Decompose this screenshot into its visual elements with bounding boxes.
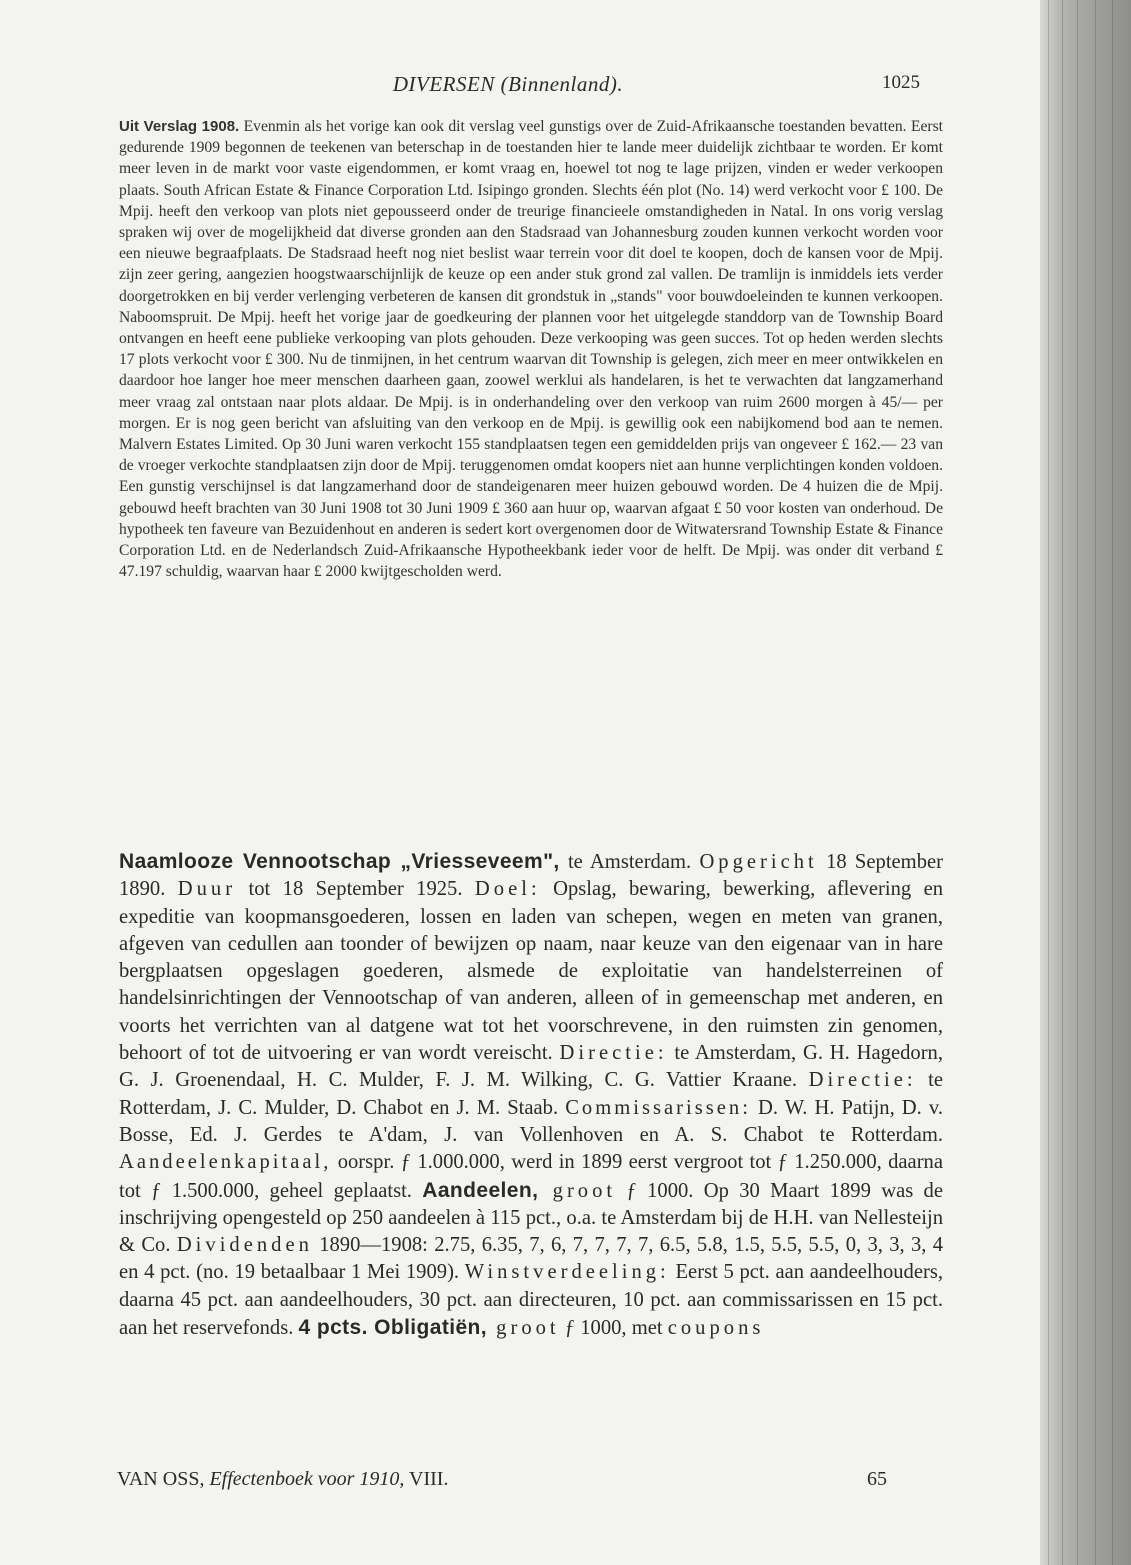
page-number: 1025: [882, 72, 920, 93]
report-section-1908: [97, 116, 943, 582]
book-page-edges: [1040, 0, 1131, 1565]
footer-publisher: VAN OSS,: [117, 1468, 205, 1490]
label-coupons: coupons: [667, 1317, 765, 1340]
capital-text: oorspr. ƒ 1.000.000, werd in 1899 eerst vergroot tot ƒ 1.250.000, daarna tot ƒ 1.500.000, geheel geplaatst.: [119, 1151, 943, 1202]
footer-imprint: [117, 1468, 448, 1491]
label-doel: Doel:: [474, 878, 541, 901]
directors-amsterdam-text: te Amsterdam, G. H. Hagedorn, G. J. Groenendaal, H. C. Mulder, F. J. M. Wilking, C. G. Vattier Kraane.: [119, 1042, 943, 1092]
footer-volume: VIII.: [409, 1468, 449, 1490]
footer-book-title: Effectenboek voor 1910,: [209, 1468, 405, 1490]
founded-text: 18 September 1890.: [119, 851, 943, 901]
label-winstverdeeling: Winstverdeeling:: [464, 1261, 670, 1284]
label-obligatien: 4 pcts. Obligatiën,: [298, 1316, 488, 1340]
dividends-text: 1890—1908: 2.75, 6.35, 7, 6, 7, 7, 7, 7, 6.5, 5.8, 1.5, 5.5, 5.5, 0, 3, 3, 3, 4 en 4 pct. (no. 19 betaalbaar 1 Mei 1909).: [119, 1234, 943, 1284]
label-directie-amsterdam: Directie:: [559, 1042, 668, 1065]
label-groot-shares: groot: [538, 1179, 617, 1202]
profit-distribution-text: Eerst 5 pct. aan aandeelhouders, daarna 45 pct. aan aandeelhouders, 30 pct. aan directeuren, 10 pct. aan commissarissen en 15 pct. aan het reservefonds.: [119, 1261, 943, 1340]
label-opgericht: Opgericht: [699, 851, 818, 873]
page-footer: [117, 1468, 887, 1496]
footer-sheet-number: 65: [867, 1468, 887, 1490]
directors-rotterdam-text: te Rotterdam, J. C. Mulder, D. Chabot en J. M. Staab.: [119, 1069, 943, 1119]
page-edge-line: [1112, 0, 1113, 1565]
company-location-text: te Amsterdam.: [559, 851, 700, 873]
running-head-title: DIVERSEN (Binnenland).: [392, 72, 624, 96]
bonds-text: ƒ 1000, met: [559, 1317, 668, 1340]
report-lead-heading: Uit Verslag 1908.: [119, 118, 240, 135]
label-duur: Duur: [177, 878, 237, 901]
company-name-heading: Naamlooze Vennootschap „Vriesseveem",: [119, 850, 560, 873]
label-commissarissen: Commissarissen:: [565, 1096, 751, 1119]
commissioners-text: D. W. H. Patijn, D. v. Bosse, Ed. J. Gerdes te A'dam, J. van Vollenhoven en A. S. Chabot te Rotterdam.: [119, 1096, 943, 1146]
company-entry-vriesseveem: [97, 848, 943, 1342]
page-edge-line: [1095, 0, 1096, 1565]
label-dividenden: Dividenden: [176, 1234, 313, 1257]
purpose-text: Opslag, bewaring, bewerking, aflevering en expeditie van koopmansgoederen, lossen en laden van schepen, wegen en meten van granen, afgeven van cedullen aan toonder of bewijzen op naam, naar keuze van den eigenaar van in hare bergplaatsen opgeslagen goederen, alsmede de exploitatie van handelsterreinen of handelsinrichtingen der Vennootschap of van anderen, alleen of in gemeenschap met anderen, en voorts het verrichten van al datgene wat tot het voorschrevene, in den ruimsten zin genomen, behoort of tot de uitvoering er van wordt vereischt.: [119, 878, 944, 1065]
shares-text: ƒ 1000. Op 30 Maart 1899 was de inschrijving opengesteld op 250 aandeelen à 115 pct., o.a. te Amsterdam bij de H.H. van Nellesteijn & Co.: [119, 1179, 943, 1257]
label-aandeelenkapitaal: Aandeelenkapitaal,: [119, 1151, 332, 1174]
page-edge-line: [1048, 0, 1049, 1565]
page-edge-line: [1062, 0, 1063, 1565]
label-groot-bonds: groot: [487, 1317, 560, 1340]
report-body-text: Evenmin als het vorige kan ook dit verslag veel gunstigs over de Zuid-Afrikaansche toestanden bevatten. Eerst gedurende 1909 begonnen de teekenen van beterschap in de toestanden hier te lande meer duidelijk zichtbaar te worden. Er komt meer leven in de markt voor vaste eigendommen, er komt vraag en, hoewel tot nog te lage prijzen, vinden er weder verkoopen plaats. South African Estate & Finance Corporation Ltd. Isipingo gronden. Slechts één plot (No. 14) werd verkocht voor £ 100. De Mpij. heeft den verkoop van plots niet gepousseerd onder de treurige financieele omstandigheden in Natal. In ons vorig verslag spraken wij over de mogelijkheid dat diverse gronden aan den Stadsraad van Johannesburg zouden kunnen verkocht worden voor een nieuwe begraafplaats. De Stadsraad heeft nog niet beslist waar terrein voor dit doel te koopen, doch de kansen voor de Mpij. zijn zeer gering, aangezien hoogstwaarschijnlijk de keuze op een ander stuk grond zal vallen. De tramlijn is inmiddels iets verder doorgetrokken en bij verder verlenging verbeteren de kansen dit grondstuk in „stands" voor bouwdoeleinden te kunnen verkoopen. Naboomspruit. De Mpij. heeft het vorige jaar de goedkeuring der plannen voor het uitgelegde standdorp van de Township Board ontvangen en heeft eene publieke verkooping van plots gehouden. Deze verkooping was geen succes. Tot op heden werden slechts 17 plots verkocht voor £ 300. Nu de tinmijnen, in het centrum waarvan dit Township is gelegen, zich meer en meer ontwikkelen en daardoor hoe langer hoe meer menschen daarheen gaan, zoowel werklui als handelaren, is het te verwachten dat langzamerhand meer vraag zal ontstaan naar plots aldaar. De Mpij. is in onderhandeling over den verkoop van ruim 2600 morgen à 45/— per morgen. Er is nog geen bericht van afsluiting van den verkoop en de Mpij. is gewillig ook een nabijkomend bod aan te nemen. Malvern Estates Limited. Op 30 Juni waren verkocht 155 standplaatsen tegen een gemiddelden prijs van ongeveer £ 162.— 23 van de vroeger verkochte standplaatsen zijn door de Mpij. teruggenomen omdat koopers niet aan hunne verplichtingen konden voldoen. Een gunstig verschijnsel is dat langzamerhand door de standeigenaren meer huizen gebouwd worden. De 4 huizen die de Mpij. gebouwd heeft brachten van 30 Juni 1908 tot 30 Juni 1909 £ 360 aan huur op, waarvan afgaat £ 50 voor kosten van onderhoud. De hypotheek ten faveure van Bezuidenhout en anderen is sedert kort overgenomen door de Witwatersrand Township Estate & Finance Corporation Ltd. en de Nederlandsch Zuid-Afrikaansche Hypotheekbank ieder voor de helft. De Mpij. was onder dit verband £ 47.197 schuldig, waarvan haar £ 2000 kwijtgescholden werd.: [119, 118, 943, 581]
running-head: [96, 72, 920, 100]
label-directie-rotterdam: Directie:: [808, 1069, 917, 1092]
label-aandeelen: Aandeelen,: [422, 1178, 539, 1202]
duration-text: tot 18 September 1925.: [236, 878, 475, 901]
page-edge-line: [1077, 0, 1078, 1565]
